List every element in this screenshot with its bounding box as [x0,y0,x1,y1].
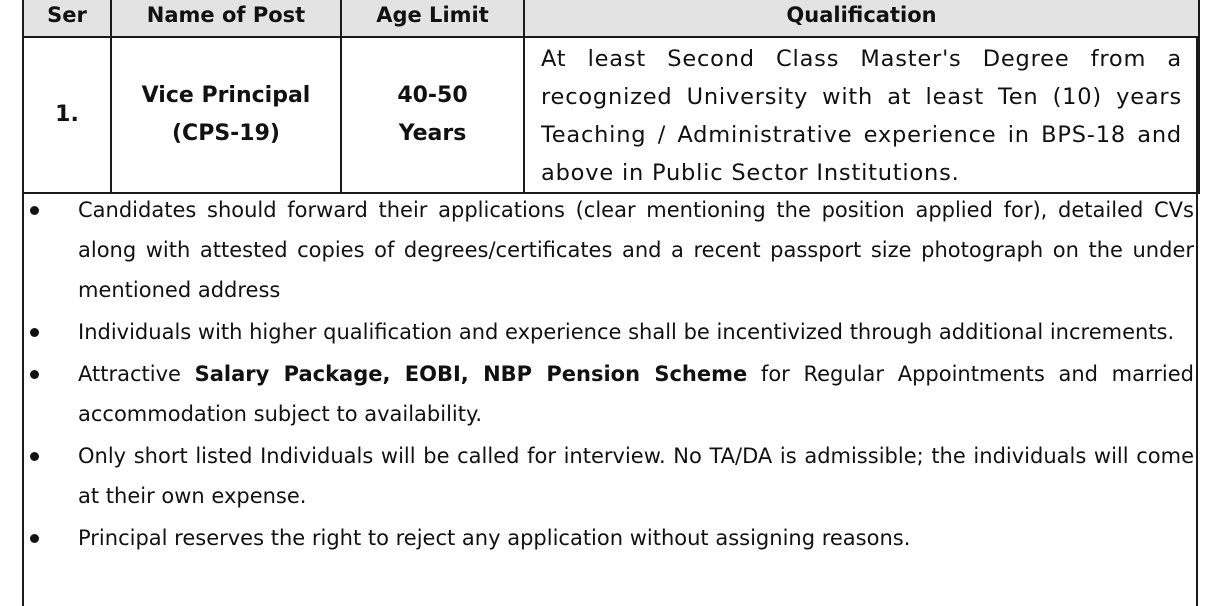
cell-qualification: At least Second Class Master's Degree from a recognized University with at least Ten (10) years Teaching / Administrative experience in BPS-18 and above in Public Sector Institutions. [524,37,1199,193]
list-item [24,312,1194,352]
bullet-icon [30,370,39,379]
note-text-post: for Regular Appointments and married accommodation subject to availability. [78,362,1194,426]
table-header-row [23,0,1199,37]
cell-age [341,37,524,193]
list-item [24,354,1194,434]
notes-list [24,190,1194,560]
header-age: Age Limit [341,0,524,37]
bullet-icon [30,534,39,543]
note-text: Candidates should forward their applications (clear mentioning the position applied for), detailed CVs along with attested copies of degrees/certificates and a recent passport size photograph on the under mentioned address [78,198,1194,302]
cell-post [111,37,341,193]
note-text: Principal reserves the right to reject any application without assigning reasons. [78,526,911,550]
list-item [24,518,1194,558]
post-name: Vice Principal [141,83,311,108]
header-post: Name of Post [111,0,341,37]
cell-ser: 1. [23,37,111,193]
note-text: Only short listed Individuals will be called for interview. No TA/DA is admissible; the individuals will come at their own expense. [78,444,1194,508]
bullet-icon [30,452,39,461]
posts-table [22,0,1200,194]
note-text-pre: Attractive [78,362,195,386]
age-range: 40-50 [397,83,468,108]
table-row [23,37,1199,193]
post-grade: (CPS-19) [172,121,280,146]
age-unit: Years [398,121,467,146]
note-text: Individuals with higher qualification and experience shall be incentivized through additional increments. [78,320,1175,344]
list-item [24,190,1194,310]
header-ser: Ser [23,0,111,37]
note-text-bold: Salary Package, EOBI, NBP Pension Scheme [194,362,748,386]
bullet-icon [30,328,39,337]
header-qualification: Qualification [524,0,1199,37]
list-item [24,436,1194,516]
bullet-icon [30,206,39,215]
